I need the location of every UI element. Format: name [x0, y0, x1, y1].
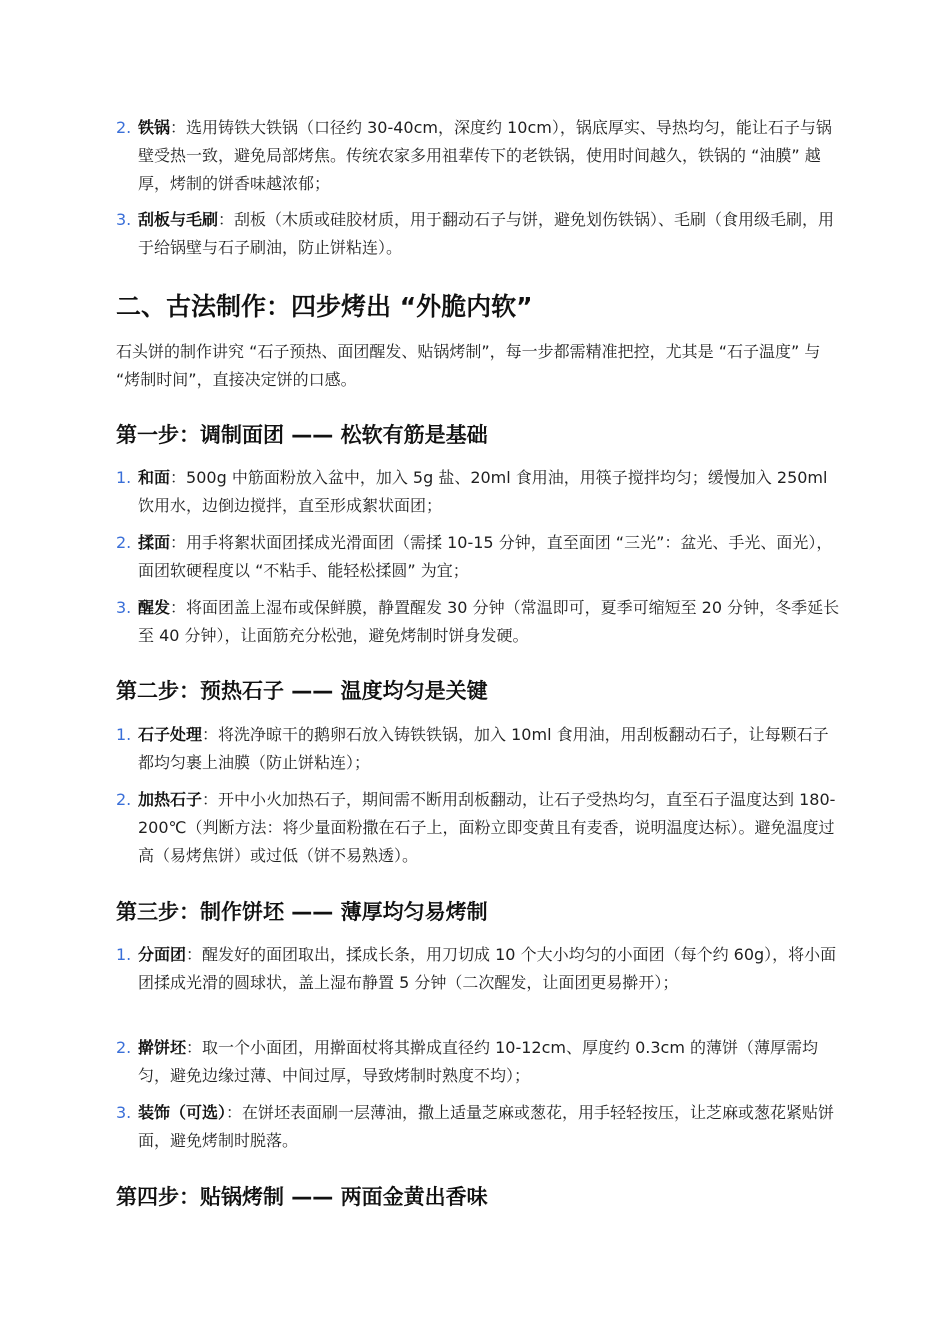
list-text — [138, 206, 842, 262]
list-number: 3. — [116, 598, 132, 617]
list-body: 500g 中筋面粉放入盆中，加入 5g 盐、20ml 食用油，用筷子搅拌均匀；缓慢加入 250ml 饮用水，边倒边搅拌，直至形成絮状面团； — [138, 468, 828, 515]
list-item — [116, 529, 842, 585]
list-number: 1. — [116, 468, 132, 487]
list-body: 用手将絮状面团揉成光滑面团（需揉 10-15 分钟，直至面团 “三光”：盆光、手光、面光），面团软硬程度以 “不粘手、能轻松揉圆” 为宜； — [138, 533, 833, 580]
list-number: 3. — [116, 210, 132, 229]
step4-heading: 第四步：贴锅烤制 —— 两面金黄出香味 — [116, 1185, 488, 1209]
step2-heading: 第二步：预热石子 —— 温度均匀是关键 — [116, 679, 488, 703]
section-intro: 石头饼的制作讲究 “石子预热、面团醒发、贴锅烤制”，每一步都需精准把控，尤其是 “石子温度” 与 “烤制时间”，直接决定饼的口感。 — [116, 342, 821, 389]
step1-heading: 第一步：调制面团 —— 松软有筋是基础 — [116, 423, 488, 447]
list-term: 铁锅 — [138, 118, 171, 137]
list-term: 揉面 — [138, 533, 171, 552]
list-number: 1. — [116, 725, 132, 744]
section-heading: 二、古法制作：四步烤出 “外脆内软” — [116, 292, 533, 321]
list-body: 醒发好的面团取出，揉成长条，用刀切成 10 个大小均匀的小面团（每个约 60g），将小面团揉成光滑的圆球状，盖上湿布静置 5 分钟（二次醒发，让面团更易擀开）； — [138, 945, 837, 992]
list-body: 刮板（木质或硅胶材质，用于翻动石子与饼，避免划伤铁锅）、毛刷（食用级毛刷，用于给锅壁与石子刷油，防止饼粘连）。 — [138, 210, 835, 257]
list-text — [138, 594, 842, 650]
list-text — [138, 721, 842, 777]
list-text — [138, 114, 842, 198]
list-sep: ： — [170, 468, 187, 487]
list-text — [138, 941, 842, 997]
list-number: 2. — [116, 1038, 132, 1057]
list-sep: ： — [186, 1038, 203, 1057]
list-item — [116, 1034, 842, 1090]
list-item — [116, 786, 842, 870]
list-sep: ： — [202, 725, 219, 744]
list-sep: ： — [170, 118, 187, 137]
list-number: 1. — [116, 945, 132, 964]
list-text — [138, 1034, 842, 1090]
list-number: 2. — [116, 790, 132, 809]
list-term: 刮板与毛刷 — [138, 210, 219, 229]
step3-heading: 第三步：制作饼坯 —— 薄厚均匀易烤制 — [116, 900, 488, 924]
list-item — [116, 114, 842, 198]
list-term: 装饰（可选） — [138, 1103, 227, 1122]
list-text — [138, 464, 842, 520]
list-sep: ： — [226, 1103, 243, 1122]
list-term: 醒发 — [138, 598, 171, 617]
list-body: 将面团盖上湿布或保鲜膜，静置醒发 30 分钟（常温即可，夏季可缩短至 20 分钟，冬季延长至 40 分钟），让面筋充分松弛，避免烤制时饼身发硬。 — [138, 598, 840, 645]
list-item — [116, 206, 842, 262]
list-body: 在饼坯表面刷一层薄油，撒上适量芝麻或葱花，用手轻轻按压，让芝麻或葱花紧贴饼面，避免烤制时脱落。 — [138, 1103, 835, 1150]
list-term: 石子处理 — [138, 725, 203, 744]
list-sep: ： — [170, 533, 187, 552]
list-sep: ： — [202, 790, 219, 809]
list-sep: ： — [218, 210, 235, 229]
list-item — [116, 721, 842, 777]
list-item — [116, 941, 842, 997]
list-term: 和面 — [138, 468, 171, 487]
list-body: 选用铸铁大铁锅（口径约 30-40cm，深度约 10cm），锅底厚实、导热均匀，能让石子与锅壁受热一致，避免局部烤焦。传统农家多用祖辈传下的老铁锅，使用时间越久，铁锅的 “油膜” 越厚，烤制的饼香味越浓郁； — [138, 118, 832, 193]
list-body: 将洗净晾干的鹅卵石放入铸铁铁锅，加入 10ml 食用油，用刮板翻动石子，让每颗石子都均匀裹上油膜（防止饼粘连）； — [138, 725, 829, 772]
list-sep: ： — [186, 945, 203, 964]
list-body: 开中小火加热石子，期间需不断用刮板翻动，让石子受热均匀，直至石子温度达到 180-200℃（判断方法：将少量面粉撒在石子上，面粉立即变黄且有麦香，说明温度达标）。避免温度过高（易烤焦饼）或过低（饼不易熟透）。 — [138, 790, 836, 865]
list-text — [138, 1099, 842, 1155]
list-item — [116, 594, 842, 650]
list-text — [138, 529, 842, 585]
list-term: 加热石子 — [138, 790, 203, 809]
list-item — [116, 1099, 842, 1155]
list-sep: ： — [170, 598, 187, 617]
list-number: 2. — [116, 118, 132, 137]
list-term: 擀饼坯 — [138, 1038, 187, 1057]
list-number: 3. — [116, 1103, 132, 1122]
list-body: 取一个小面团，用擀面杖将其擀成直径约 10-12cm、厚度约 0.3cm 的薄饼（薄厚需均匀，避免边缘过薄、中间过厚，导致烤制时熟度不均）； — [138, 1038, 818, 1085]
list-item — [116, 464, 842, 520]
list-number: 2. — [116, 533, 132, 552]
list-text — [138, 786, 842, 870]
list-term: 分面团 — [138, 945, 187, 964]
